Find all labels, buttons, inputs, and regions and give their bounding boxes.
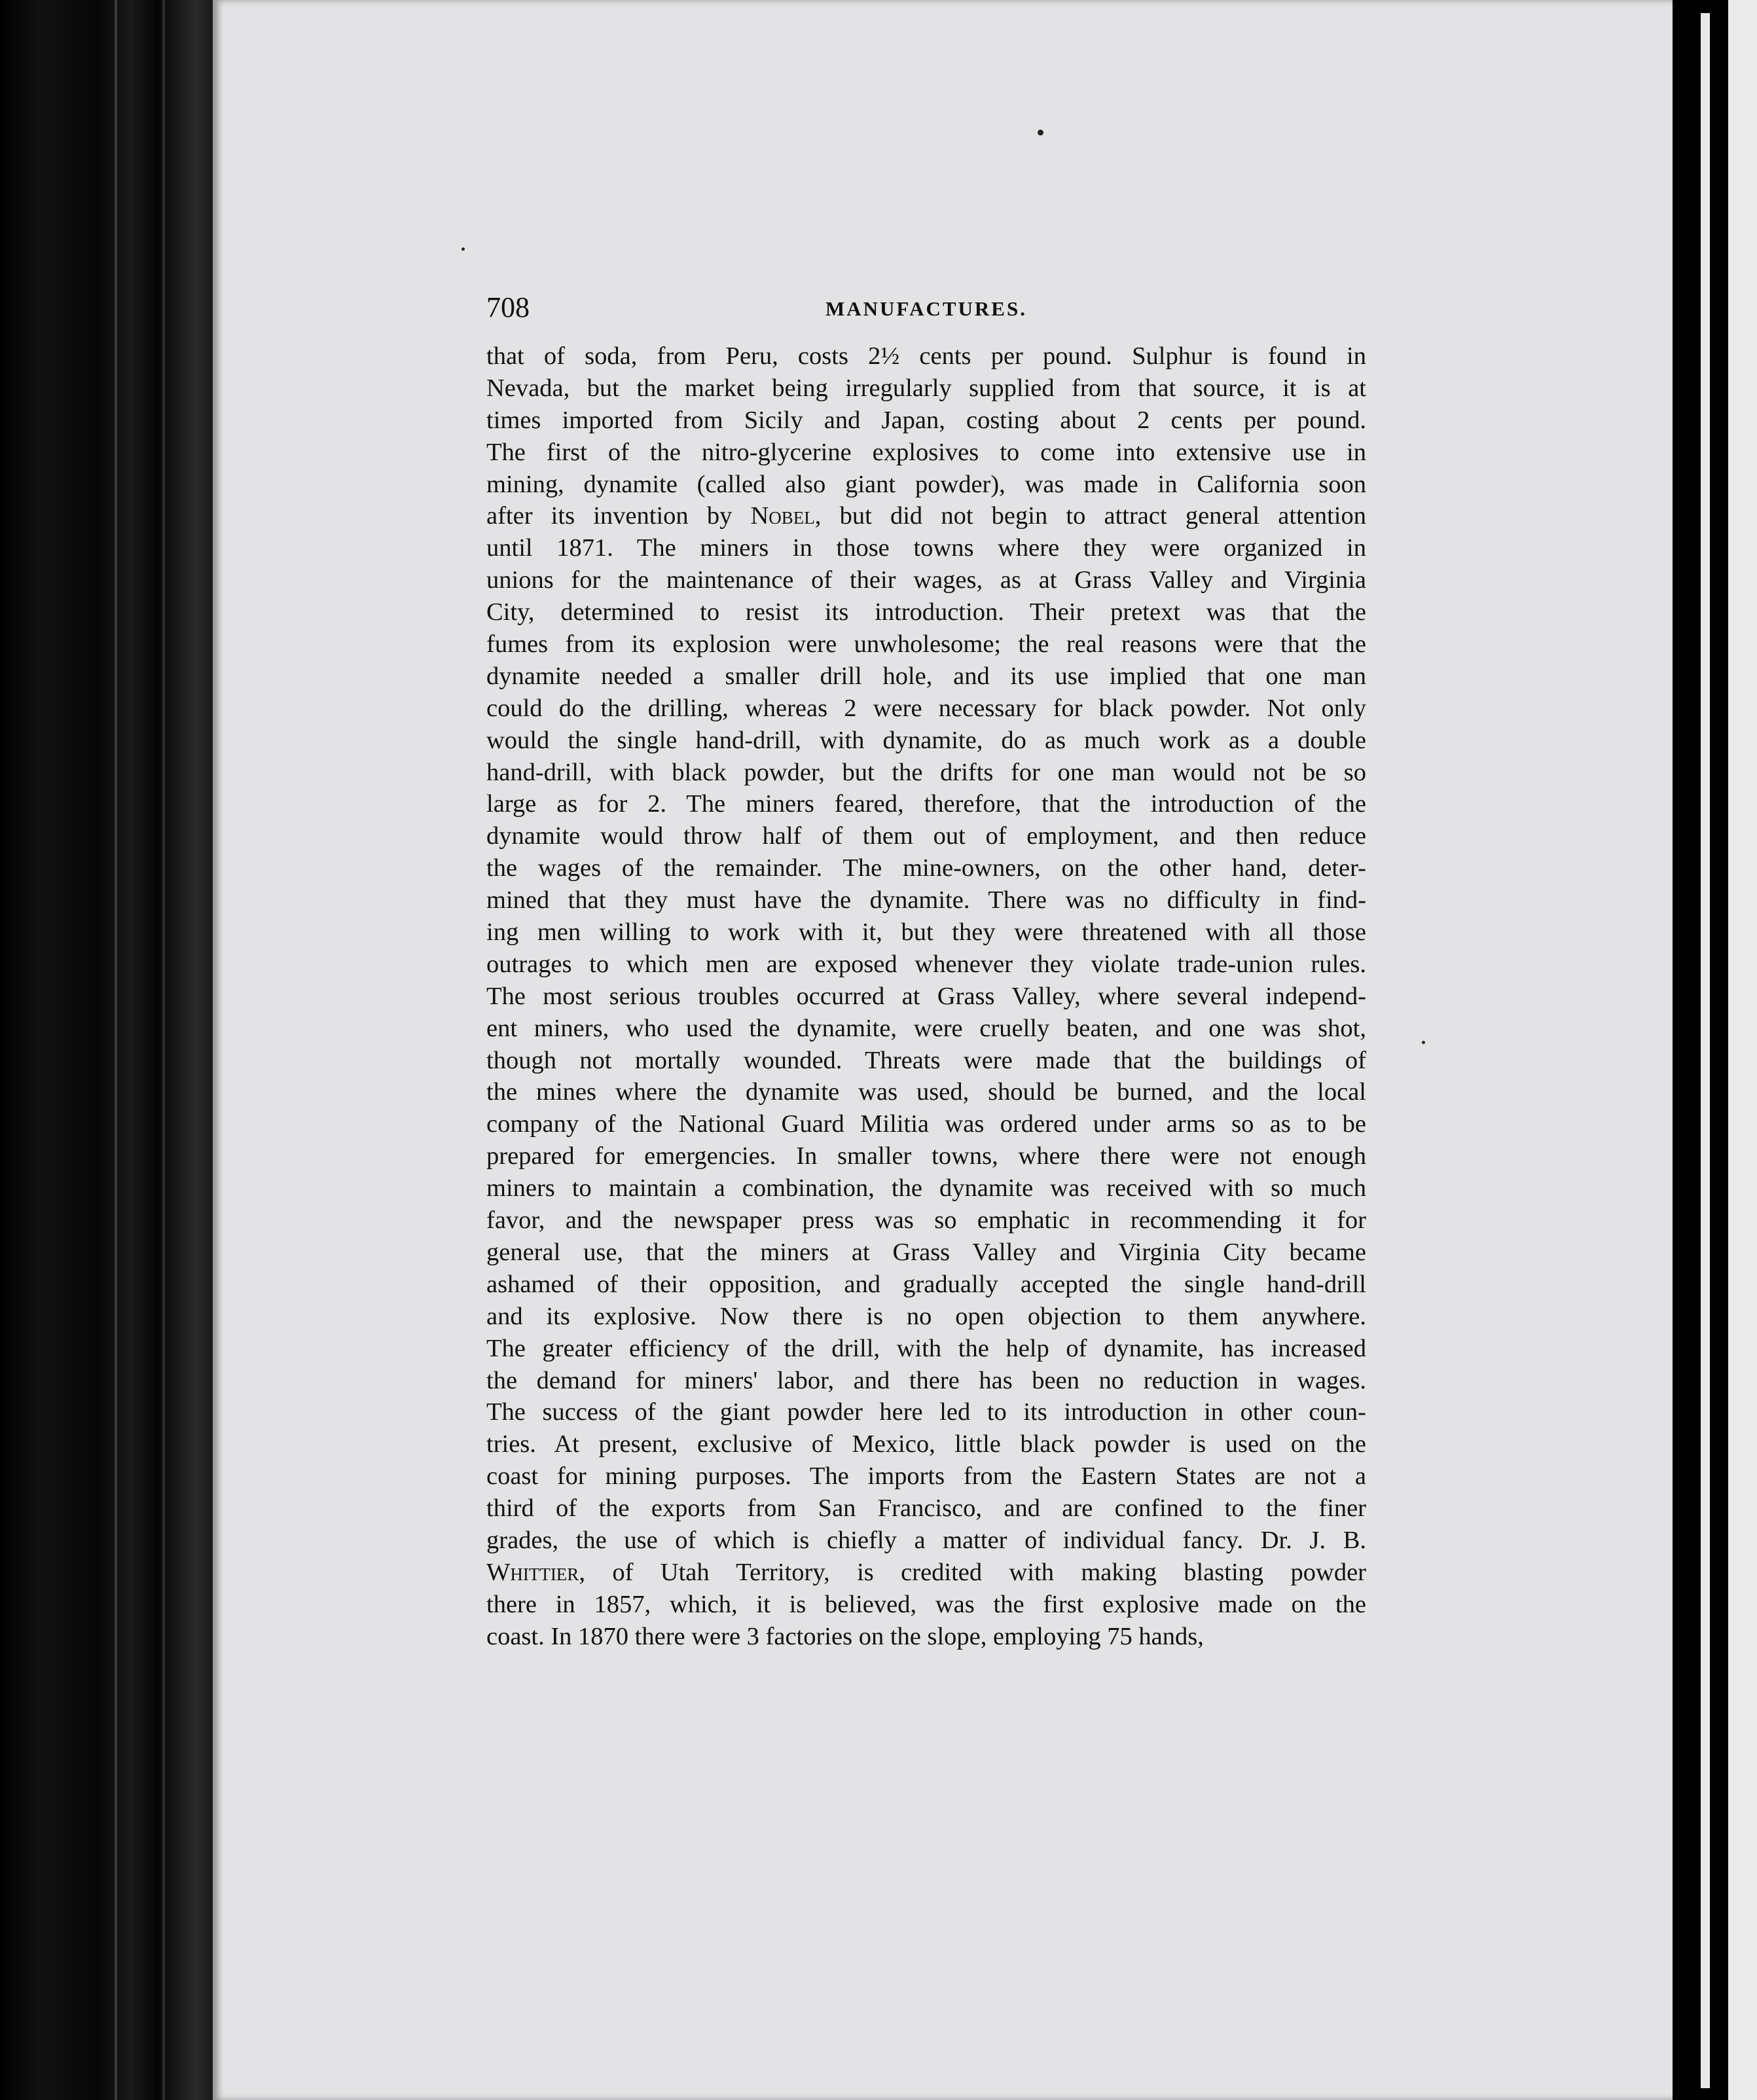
text-line: times imported from Sicily and Japan, costing about 2 cents per pound. (486, 406, 1366, 434)
text-line: The first of the nitro-glycerine explosives to come into extensive use in (486, 438, 1366, 466)
text-line: Whittier, of Utah Territory, is credited with making blasting powder (486, 1558, 1366, 1586)
text-line: the demand for miners' labor, and there has been no reduction in wages. (486, 1366, 1366, 1394)
text-line: mined that they must have the dynamite. There was no difficulty in find- (486, 886, 1366, 914)
text-line: unions for the maintenance of their wages, as at Grass Valley and Virginia (486, 566, 1366, 594)
scan-speck (1038, 130, 1043, 136)
text-line: The greater efficiency of the drill, with the help of dynamite, has increased (486, 1334, 1366, 1362)
adjacent-page-edge (1701, 13, 1710, 2088)
text-line: outrages to which men are exposed whenever they violate trade-union rules. (486, 950, 1366, 978)
text-line: after its invention by Nobel, but did not begin to attract general attention (486, 502, 1366, 530)
text-line: miners to maintain a combination, the dynamite was received with so much (486, 1174, 1366, 1203)
text-line: third of the exports from San Francisco, and are confined to the finer (486, 1494, 1366, 1523)
text-line: mining, dynamite (called also giant powder), was made in California soon (486, 470, 1366, 498)
text-line: and its explosive. Now there is no open objection to them anywhere. (486, 1302, 1366, 1330)
text-line: The most serious troubles occurred at Grass Valley, where several independ- (486, 982, 1366, 1010)
spine-edge-line (115, 0, 117, 2100)
text-line: ing men willing to work with it, but they were threatened with all those (486, 918, 1366, 947)
text-line: the mines where the dynamite was used, should be burned, and the local (486, 1078, 1366, 1106)
small-caps-name: Nobel (750, 502, 815, 530)
text-line: could do the drilling, whereas 2 were necessary for black powder. Not only (486, 694, 1366, 722)
text-line: ent miners, who used the dynamite, were cruelly beaten, and one was shot, (486, 1014, 1366, 1042)
text-line: grades, the use of which is chiefly a matter of individual fancy. Dr. J. B. (486, 1526, 1366, 1554)
text-line: fumes from its explosion were unwholesome; the real reasons were that the (486, 630, 1366, 659)
text-line: there in 1857, which, it is believed, was the first explosive made on the (486, 1590, 1366, 1618)
text-line: favor, and the newspaper press was so emphatic in recommending it for (486, 1206, 1366, 1235)
text-line: though not mortally wounded. Threats were made that the buildings of (486, 1046, 1366, 1074)
text-line: large as for 2. The miners feared, therefore, that the introduction of the (486, 790, 1366, 818)
text-line: prepared for emergencies. In smaller towns, where there were not enough (486, 1142, 1366, 1170)
text-line: ashamed of their opposition, and gradually accepted the single hand-drill (486, 1270, 1366, 1298)
text-line: tries. At present, exclusive of Mexico, little black powder is used on the (486, 1430, 1366, 1458)
adjacent-page-edge (1728, 0, 1757, 2100)
text-line: would the single hand-drill, with dynamite, do as much work as a double (486, 726, 1366, 754)
running-head: MANUFACTURES. (825, 297, 1027, 320)
text-line: that of soda, from Peru, costs 2½ cents per pound. Sulphur is found in (486, 342, 1366, 370)
text-line: dynamite needed a smaller drill hole, and its use implied that one man (486, 662, 1366, 690)
text-line: company of the National Guard Militia was ordered under arms so as to be (486, 1110, 1366, 1138)
text-line: coast. In 1870 there were 3 factories on the slope, employing 75 hands, (486, 1622, 1204, 1650)
scan-speck (1422, 1041, 1425, 1044)
text-line: general use, that the miners at Grass Valley and Virginia City became (486, 1238, 1366, 1266)
text-line: Nevada, but the market being irregularly supplied from that source, it is at (486, 374, 1366, 402)
text-line: coast for mining purposes. The imports from the Eastern States are not a (486, 1462, 1366, 1491)
text-line: the wages of the remainder. The mine-owners, on the other hand, deter- (486, 854, 1366, 882)
spine-edge-line (162, 0, 165, 2100)
small-caps-name: Whittier (486, 1558, 579, 1586)
body-text (486, 340, 1366, 1653)
text-line: until 1871. The miners in those towns where they were organized in (486, 534, 1366, 562)
text-line: The success of the giant powder here led to its introduction in other coun- (486, 1398, 1366, 1426)
text-line: dynamite would throw half of them out of employment, and then reduce (486, 822, 1366, 850)
book-spine-shadow (0, 0, 216, 2100)
scan-speck (462, 247, 465, 251)
text-line: hand-drill, with black powder, but the drifts for one man would not be so (486, 758, 1366, 786)
page-number: 708 (486, 291, 530, 323)
text-line: City, determined to resist its introduction. Their pretext was that the (486, 598, 1366, 626)
page-header (486, 288, 1366, 334)
